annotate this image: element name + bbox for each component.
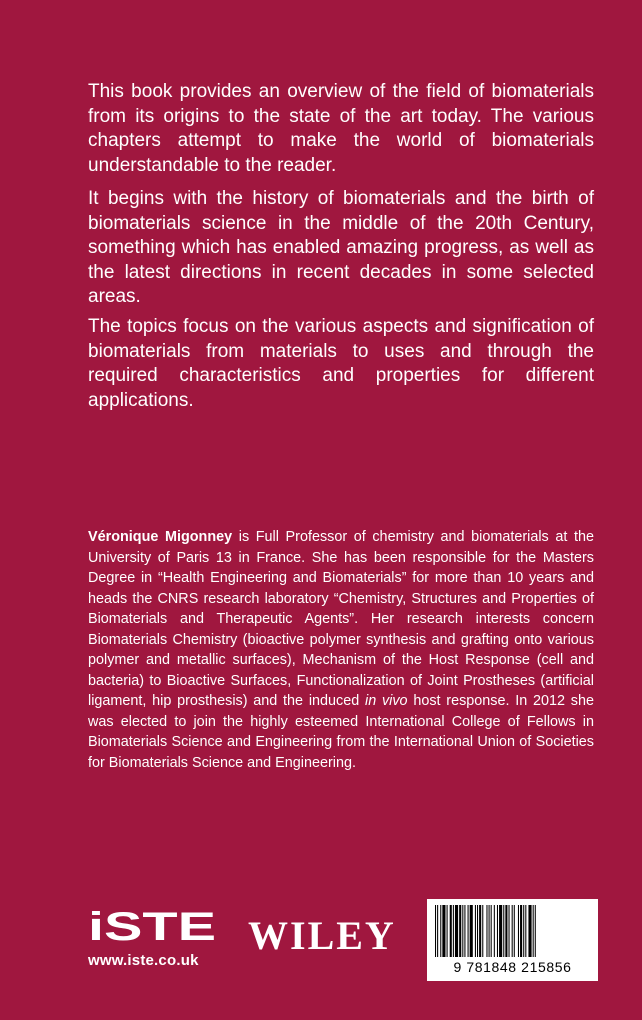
barcode-bar: [447, 905, 448, 957]
barcode-bar: [505, 905, 507, 957]
barcode-bar: [518, 905, 519, 957]
wiley-logo: WILEY: [248, 913, 396, 958]
barcode-bar: [442, 905, 445, 957]
barcode-bar: [468, 905, 469, 957]
barcode-bar: [512, 905, 513, 957]
barcode-bar: [533, 905, 534, 957]
barcode: [427, 899, 598, 981]
barcode-bar: [486, 905, 487, 957]
barcode-bar: [494, 905, 495, 957]
barcode-bar: [528, 905, 531, 957]
barcode-bar: [525, 905, 526, 957]
barcode-bar: [470, 905, 473, 957]
barcode-bar: [514, 905, 515, 957]
barcode-bar: [535, 905, 536, 957]
barcode-bar: [489, 905, 490, 957]
barcode-bar: [475, 905, 476, 957]
barcode-bar: [464, 905, 465, 957]
author-name: Véronique Migonney: [88, 529, 233, 545]
blurb-paragraph-1: This book provides an overview of the field of biomaterials from its origins to the state of the art today. The various chapters attempt to make the world of biomaterials understandable to the reader.: [88, 81, 594, 176]
iste-url: www.iste.co.uk: [88, 952, 199, 969]
barcode-bar: [520, 905, 522, 957]
barcode-bar: [482, 905, 483, 957]
iste-logo-text: iSTE: [88, 907, 216, 947]
author-bio-text-end: host response. In 2012 she was elected to join the highly esteemed International College of Fellows in Biomaterials Science and Engineering from the International Union of Societies for Biomaterials Science and Engineering.: [88, 693, 595, 771]
barcode-bars: [433, 905, 592, 959]
barcode-bar: [509, 905, 510, 957]
barcode-bar: [503, 905, 504, 957]
author-bio: [88, 527, 594, 773]
barcode-bar: [440, 905, 441, 957]
barcode-bar: [453, 905, 454, 957]
barcode-bar: [459, 905, 461, 957]
barcode-bar: [477, 905, 478, 957]
iste-logo: [88, 907, 218, 947]
barcode-bar: [435, 905, 436, 957]
author-bio-italic: in vivo: [365, 693, 408, 709]
barcode-bar: [499, 905, 502, 957]
barcode-bar: [497, 905, 498, 957]
barcode-bar: [437, 905, 438, 957]
barcode-bar: [462, 905, 463, 957]
barcode-bar: [450, 905, 452, 957]
barcode-bar: [523, 905, 524, 957]
barcode-bar: [455, 905, 458, 957]
author-bio-text: is Full Professor of chemistry and biomaterials at the University of Paris 13 in France. She has been responsible for the Masters Degree in “Health Engineering and Biomaterials” for more than 10 years and heads the CNRS research laboratory “Chemistry, Structures and Properties of Biomaterials and Therapeutic Agents”. Her research interests concern Biomaterials Chemistry (bioactive polymer synthesis and grafting onto various polymer and metallic surfaces), Mechanism of the Host Response (cell and bacteria) to Bioactive Surfaces, Functionalization of Joint Prostheses (artificial ligament, hip prosthesis) and the induced: [88, 529, 594, 709]
barcode-bar: [491, 905, 492, 957]
barcode-bar: [479, 905, 481, 957]
blurb-paragraph-2: It begins with the history of biomaterials and the birth of biomaterials science in the middle of the 20th Century, something which has enabled amazing progress, as well as the latest directions in recent decades in some selected areas.: [88, 188, 594, 307]
blurb-paragraph-3: The topics focus on the various aspects and signification of biomaterials from materials to uses and through the required characteristics and properties for different applications.: [88, 316, 594, 411]
barcode-number: 9 781848 215856: [453, 959, 572, 975]
